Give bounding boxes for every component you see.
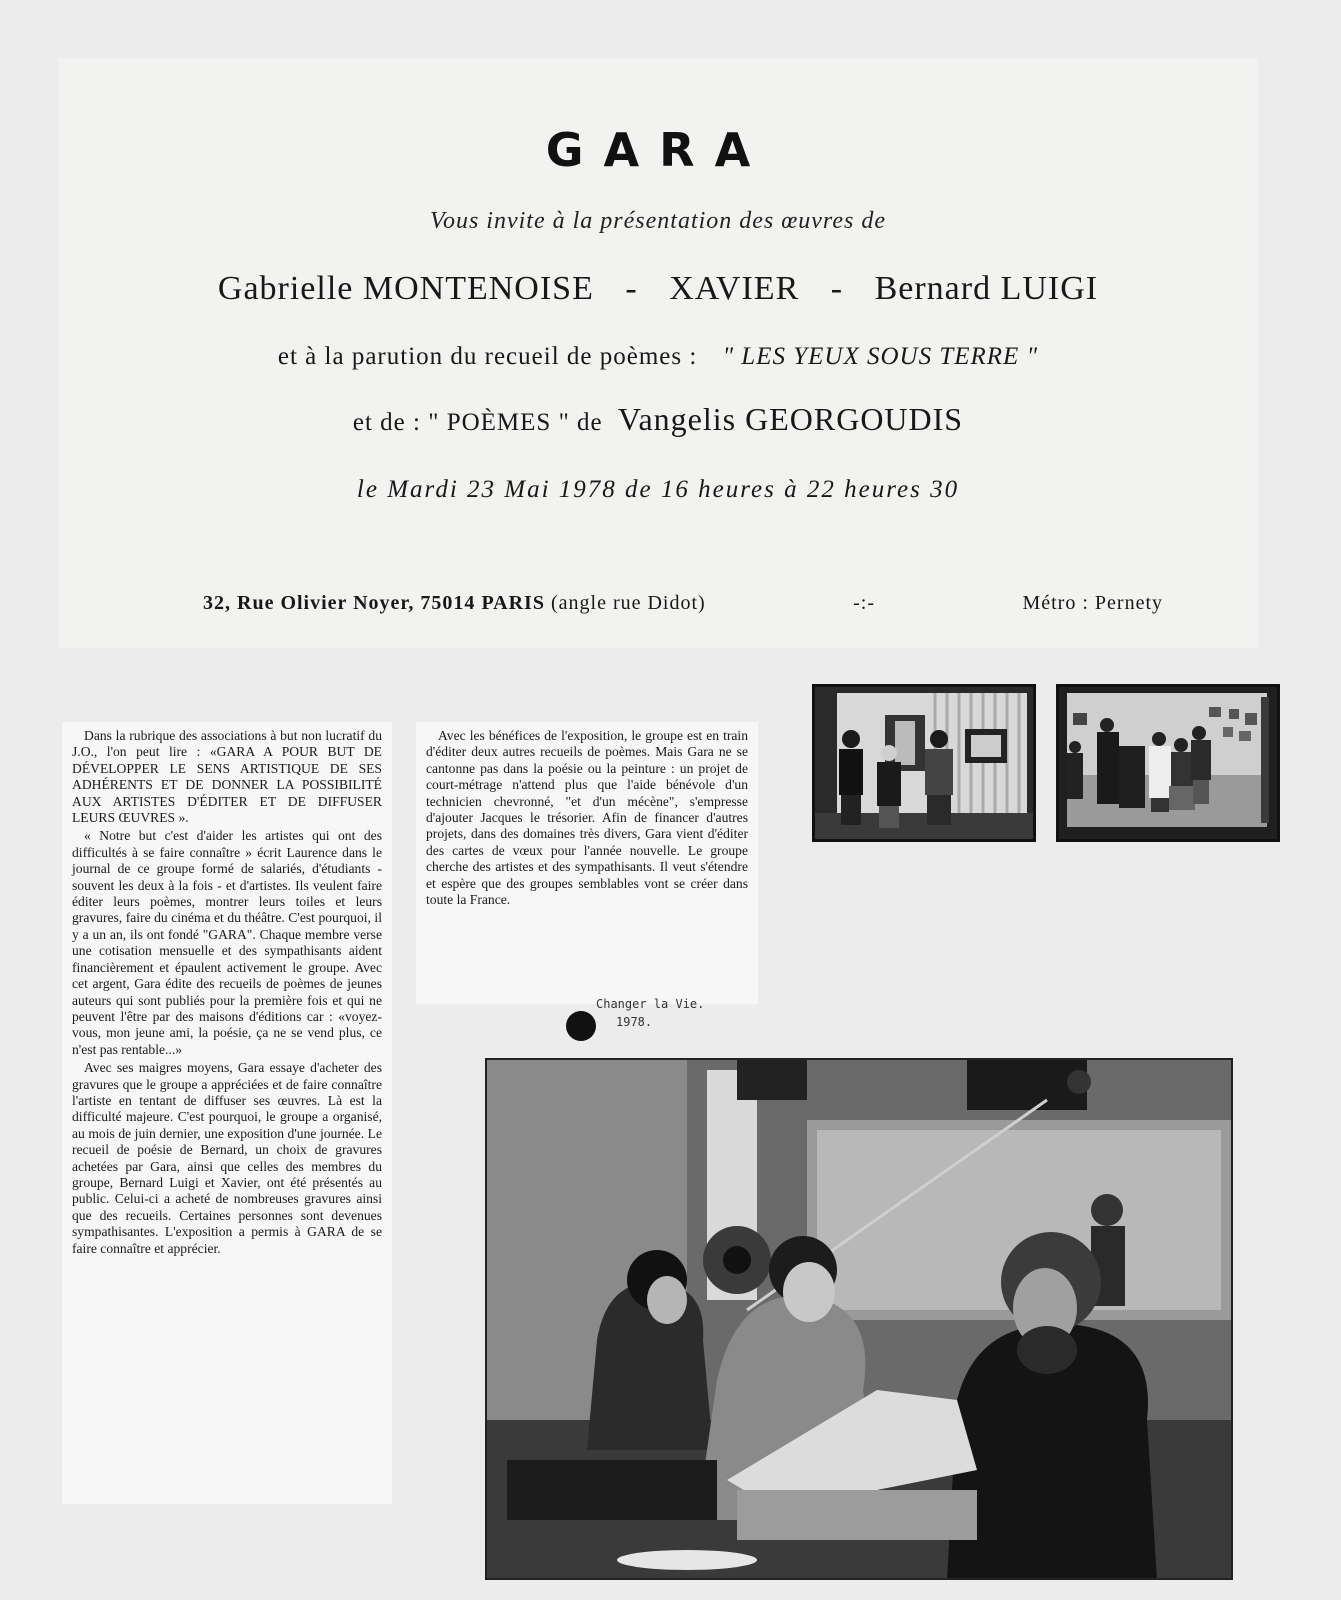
address-street-block — [203, 592, 706, 615]
clipping-paragraph: Avec ses maigres moyens, Gara essaye d'acheter des gravures que le groupe a appréciées et de faire connaître l'artiste en tentant de diffuser ses œuvres. Là est la difficulté majeure. C'est pourquoi, le groupe a organisé, au mois de juin dernier, une exposition d'une journée. Le recueil de poésie de Bernard, un choix de gravures achetées par Gara, ainsi que celles des membres du groupe, Bernard Luigi et Xavier, ont été présentés au public. Celui-ci a acheté de nombreuses gravures ainsi que des recueils. Certaines personnes sont devenues sympathisantes. L'exposition a permis à GARA de se faire connaître et apprécier. — [72, 1060, 382, 1256]
exhibition-photo-2 — [1056, 684, 1280, 842]
address-city: PARIS — [481, 592, 545, 614]
clipping-paragraph: « Notre but c'est d'aider les artistes qui ont des difficultés à se faire connaître » écrit Laurence dans le journal de ce groupe formé de salariés, d'étudiants - souvent les deux à la fois - et d'artistes. Ils veulent faire éditer leurs poèmes, montrer leurs toiles et leurs gravures, faire du cinéma et du théâtre. C'est pourquoi, il y a un an, ils ont fondé "GARA". Chaque membre verse une cotisation mensuelle et des sympathisants aident financièrement et épaulent activement le groupe. Avec cet argent, Gara édite des recueils de poèmes de jeunes auteurs qui sont publiés pour la première fois et qui ne peuvent l'être par des maisons d'éditions car : «voyez-vous, mon jeune ami, la poésie, ça ne se vend plus, ce n'est pas rentable...» — [72, 828, 382, 1057]
name-separator: - — [625, 270, 638, 307]
event-date: le Mardi 23 Mai 1978 de 16 heures à 22 heures 30 — [356, 476, 960, 503]
artist-name: Gabrielle MONTENOISE — [217, 270, 594, 307]
newspaper-clipping-right — [416, 722, 758, 1004]
exhibition-photo-1-image — [815, 687, 1033, 839]
poemes-title: " POÈMES " — [428, 409, 570, 436]
artist-name: XAVIER — [669, 270, 800, 307]
handnote-year: 1978. — [616, 1015, 653, 1029]
poemes-line — [58, 401, 1258, 438]
address-separator: -:- — [853, 592, 876, 614]
name-separator: - — [830, 270, 844, 307]
address-street: 32, Rue Olivier Noyer, 75014 — [203, 592, 476, 614]
exhibition-photo-1 — [812, 684, 1036, 842]
parution-text: et à la parution du recueil de poèmes : — [277, 343, 698, 370]
invitation-card — [58, 58, 1258, 648]
radio-studio-photo-image — [487, 1060, 1231, 1578]
address-line — [203, 592, 1163, 615]
ink-dot — [566, 1011, 596, 1041]
poet-name: Vangelis GEORGOUDIS — [617, 401, 964, 437]
handwritten-note — [596, 995, 704, 1031]
parution-line — [58, 343, 1258, 371]
metro-info: Métro : Pernety — [1022, 592, 1163, 614]
clipping-paragraph: Dans la rubrique des associations à but non lucratif du J.O., l'on peut lire : «GARA A POUR BUT DE DÉVELOPPER LE SENS ARTISTIQUE DE SES ADHÉRENTS ET DE DONNER LA POSSIBILITÉ AUX ARTISTES D'ÉDITER ET DE DIFFUSER LEURS ŒUVRES ». — [72, 728, 382, 826]
exhibition-photo-2-image — [1059, 687, 1277, 839]
poemes-of: de — [577, 409, 603, 436]
invitation-title: GARA — [545, 123, 771, 177]
invitation-invite-line: Vous invite à la présentation des œuvres de — [429, 208, 887, 234]
recueil-title: " LES YEUX SOUS TERRE " — [722, 343, 1039, 370]
address-note: (angle rue Didot) — [550, 592, 706, 614]
radio-studio-photo — [485, 1058, 1233, 1580]
artist-name: Bernard LUIGI — [874, 270, 1099, 307]
handnote-source: Changer la Vie. — [596, 997, 705, 1011]
artist-names — [58, 270, 1258, 308]
newspaper-clipping-left — [62, 722, 392, 1504]
clipping-paragraph: Avec les bénéfices de l'exposition, le groupe est en train d'éditer deux autres recueils de poèmes. Mais Gara ne se cantonne pas dans la poésie ou la peinture : un projet de court-métrage n'attend plus que l'aide bénévole d'un technicien chevronné, "et d'un mécène", s'empresse d'ajouter Jacques le trésorier. Afin de financer d'autres projets, dans des domaines très divers, Gara vient d'éditer des cartes de vœux pour l'année nouvelle. Le groupe cherche des artistes et des sympathisants. Il veut s'étendre et espère que des groupes semblables vont se créer dans toute la France. — [426, 728, 748, 908]
poemes-prefix: et de : — [352, 409, 421, 436]
